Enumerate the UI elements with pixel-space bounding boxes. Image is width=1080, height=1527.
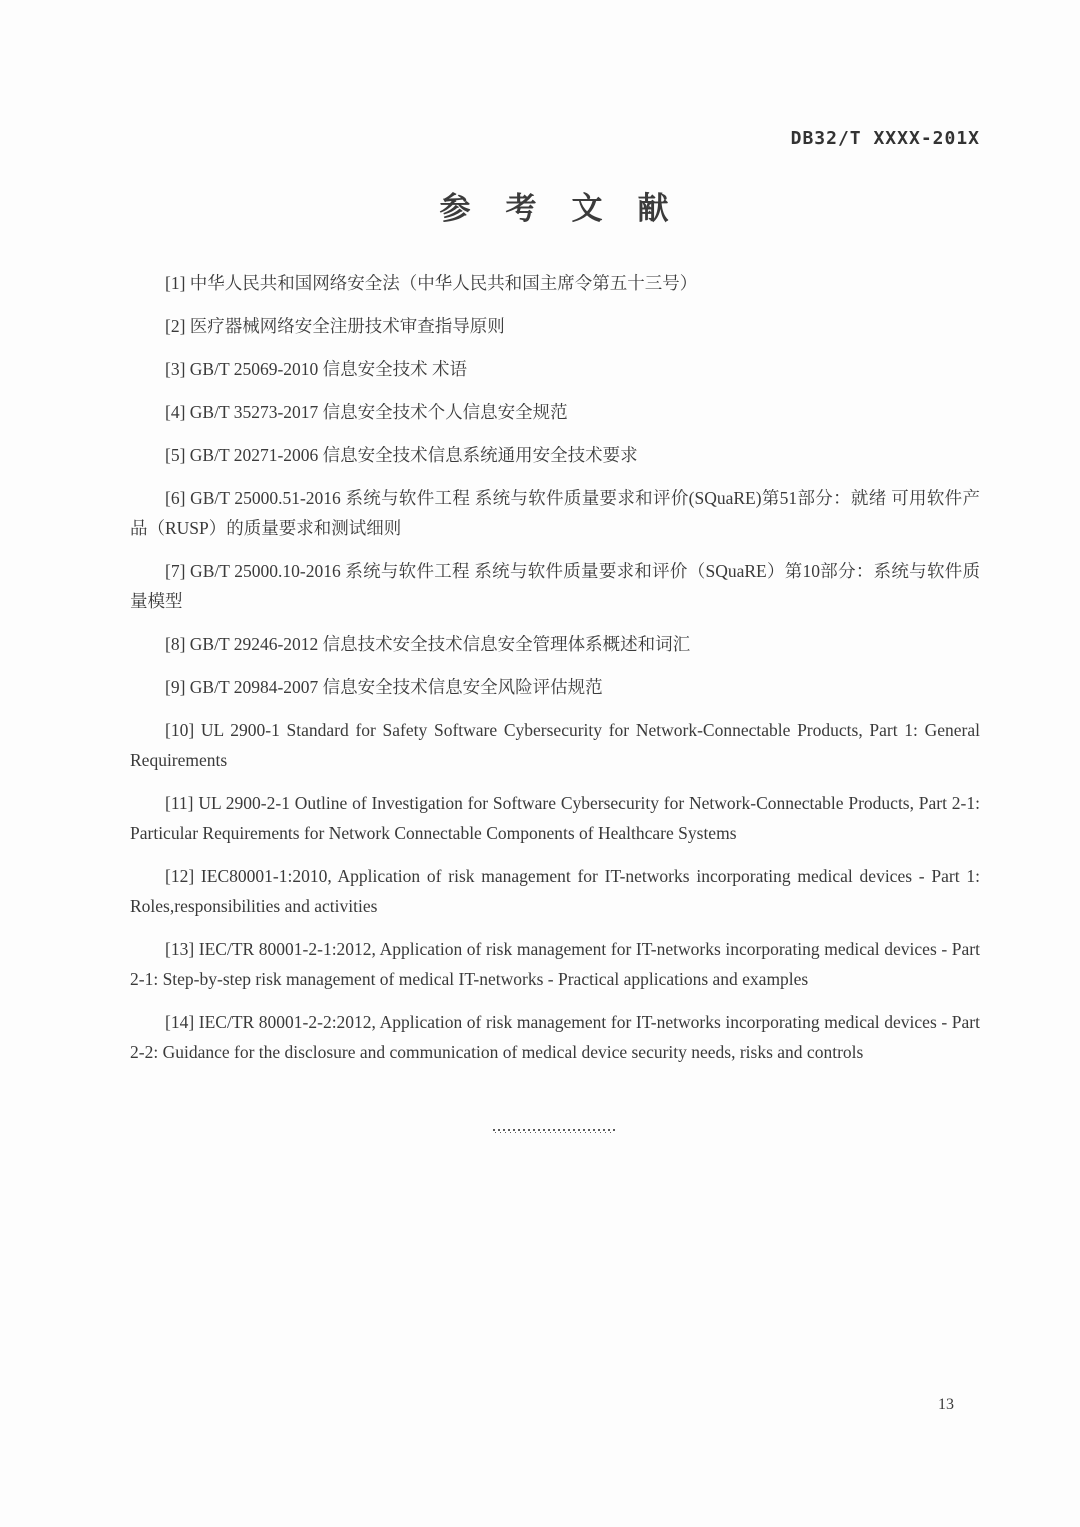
reference-item: [6] GB/T 25000.51-2016 系统与软件工程 系统与软件质量要求和评价(SQuaRE)第51部分：就绪 可用软件产品（RUSP）的质量要求和测试细则	[130, 488, 980, 538]
page-title: 参 考 文 献	[439, 191, 671, 226]
reference-item: [12] IEC80001-1:2010, Application of risk management for IT-networks incorporating medical devices - Part 1: Roles,responsibilities and activities	[130, 866, 980, 916]
reference-item: [4] GB/T 35273-2017 信息安全技术个人信息安全规范	[165, 402, 568, 422]
reference-item: [8] GB/T 29246-2012 信息技术安全技术信息安全管理体系概述和词汇	[165, 634, 691, 654]
references-list	[130, 268, 980, 1067]
reference-item: [9] GB/T 20984-2007 信息安全技术信息安全风险评估规范	[165, 677, 603, 697]
reference-item: [1] 中华人民共和国网络安全法（中华人民共和国主席令第五十三号）	[165, 273, 698, 293]
reference-item: [2] 医疗器械网络安全注册技术审查指导原则	[165, 316, 505, 336]
reference-item: [11] UL 2900-2-1 Outline of Investigation for Software Cybersecurity for Network-Connectable Products, Part 2-1: Particular Requirements for Network Connectable Components of Healthcare Systems	[130, 793, 980, 843]
reference-item: [13] IEC/TR 80001-2-1:2012, Application of risk management for IT-networks incorporating medical devices - Part 2-1: Step-by-step risk management of medical IT-networks - Practical applications and examples	[130, 939, 980, 989]
reference-item: [3] GB/T 25069-2010 信息安全技术 术语	[165, 359, 468, 379]
page-number: 13	[938, 1396, 954, 1413]
doc-number-header: DB32/T XXXX-201X	[790, 128, 980, 149]
end-of-document-separator	[493, 1129, 615, 1134]
reference-item: [7] GB/T 25000.10-2016 系统与软件工程 系统与软件质量要求和评价（SQuaRE）第10部分：系统与软件质量模型	[130, 561, 980, 611]
reference-item: [14] IEC/TR 80001-2-2:2012, Application of risk management for IT-networks incorporating medical devices - Part 2-2: Guidance for the disclosure and communication of medical device security needs, risks and controls	[130, 1012, 980, 1062]
reference-item: [5] GB/T 20271-2006 信息安全技术信息系统通用安全技术要求	[165, 445, 638, 465]
reference-item: [10] UL 2900-1 Standard for Safety Software Cybersecurity for Network-Connectable Products, Part 1: General Requirements	[130, 720, 980, 770]
